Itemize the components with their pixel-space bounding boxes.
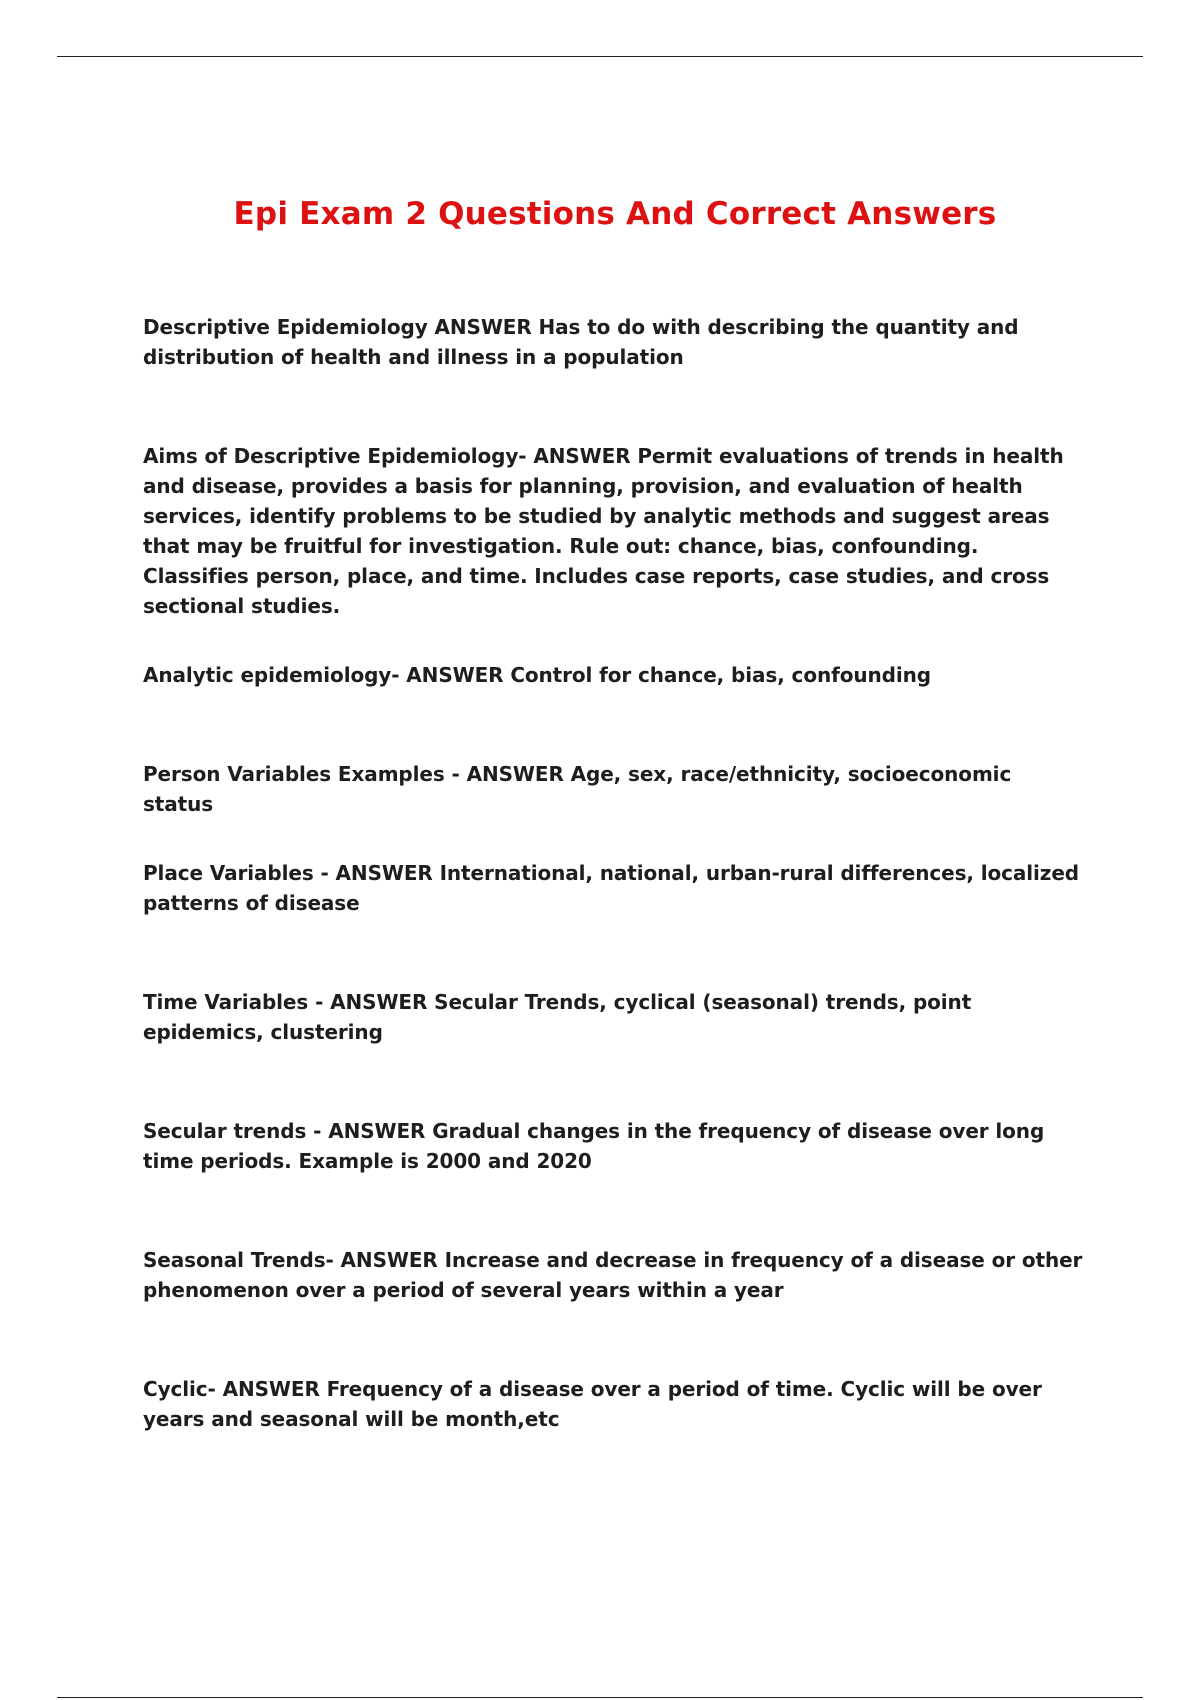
top-divider — [57, 56, 1143, 57]
qa-item-person-variables: Person Variables Examples - ANSWER Age, sex, race/ethnicity, socioeconomic status — [143, 762, 1012, 816]
qa-item-descriptive-epidemiology: Descriptive Epidemiology ANSWER Has to do with describing the quantity and distribution of health and illness in a population — [143, 315, 1019, 369]
qa-item-secular-trends: Secular trends - ANSWER Gradual changes in the frequency of disease over long time periods. Example is 2000 and 2020 — [143, 1119, 1045, 1173]
qa-item-place-variables: Place Variables - ANSWER International, national, urban-rural differences, localized patterns of disease — [143, 861, 1080, 915]
qa-item-analytic-epidemiology: Analytic epidemiology- ANSWER Control for chance, bias, confounding — [143, 663, 931, 687]
qa-item-aims-descriptive-epidemiology: Aims of Descriptive Epidemiology- ANSWER Permit evaluations of trends in health and disease, provides a basis for planning, provision, and evaluation of health services, identify problems to be studied by analytic methods and suggest areas that may be fruitful for investigation. Rule out: chance, bias, confounding. Classifies person, place, and time. Includes case reports, case studies, and cross sectional studies. — [143, 444, 1064, 618]
page-title: Epi Exam 2 Questions And Correct Answers — [233, 196, 997, 232]
qa-item-time-variables: Time Variables - ANSWER Secular Trends, cyclical (seasonal) trends, point epidemics, clustering — [143, 990, 972, 1044]
qa-item-seasonal-trends: Seasonal Trends- ANSWER Increase and decrease in frequency of a disease or other phenomenon over a period of several years within a year — [143, 1248, 1083, 1302]
bottom-divider — [57, 1697, 1143, 1698]
qa-item-cyclic: Cyclic- ANSWER Frequency of a disease over a period of time. Cyclic will be over years and seasonal will be month,etc — [143, 1377, 1042, 1431]
